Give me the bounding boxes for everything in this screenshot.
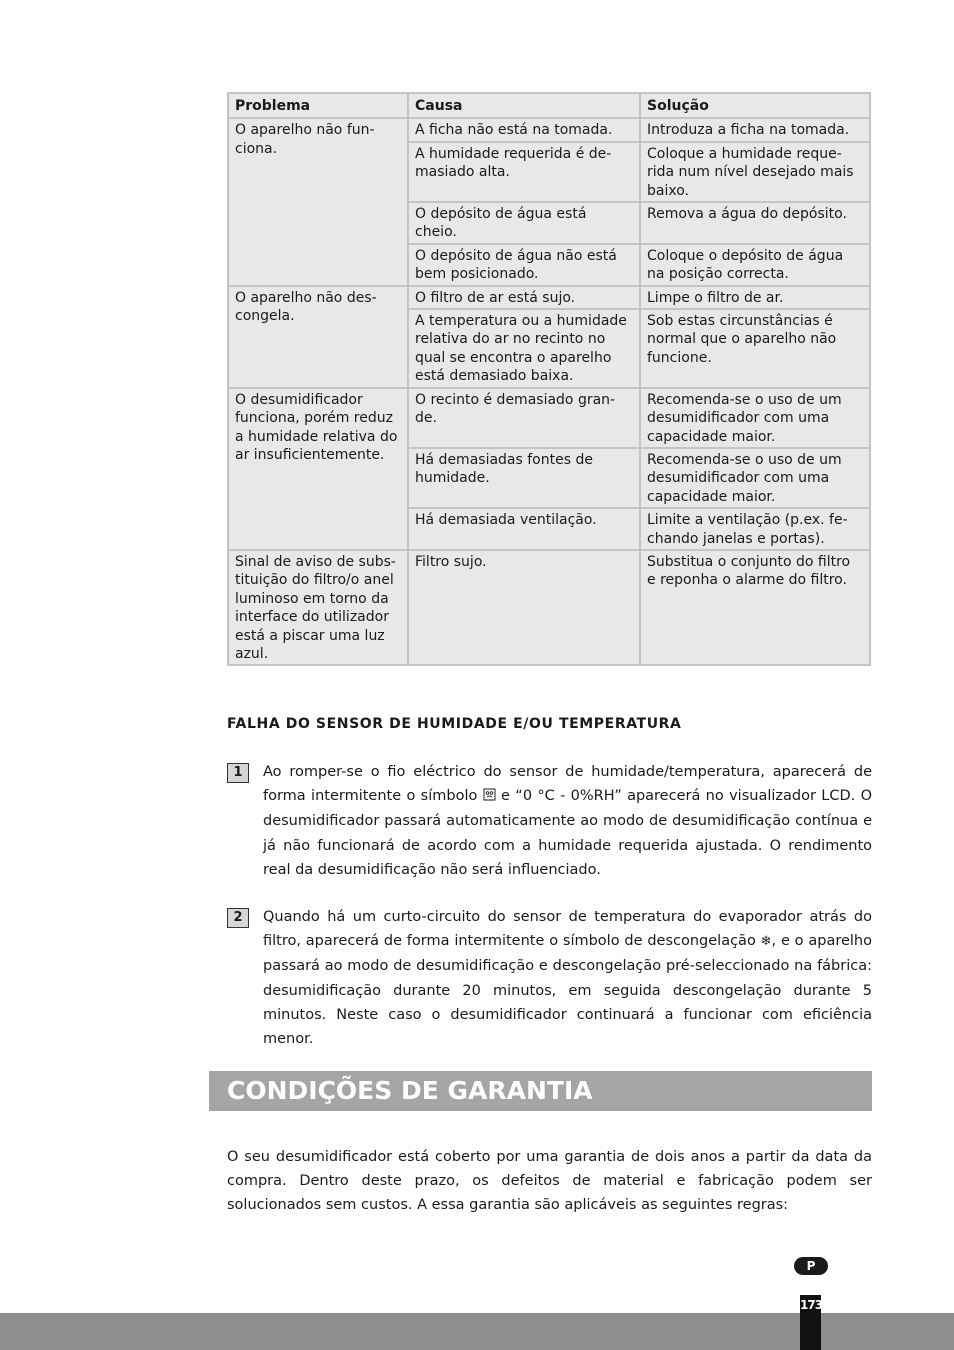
- solution-cell: Introduza a ficha na tomada.: [640, 118, 870, 141]
- solution-cell: Coloque a humidade reque- rida num nível desejado mais baixo.: [640, 142, 870, 202]
- note-1: [227, 760, 872, 882]
- cause-cell: O filtro de ar está sujo.: [408, 286, 640, 309]
- cause-cell: A temperatura ou a humidade relativa do ar no recinto no qual se encontra o aparelho está demasiado baixa.: [408, 309, 640, 388]
- note-text-part: Ao romper-se o fio eléctrico do sensor de humidade/temperatura, aparecerá de forma intermitente o símbolo: [263, 764, 872, 805]
- warranty-title: CONDIÇÕES DE GARANTIA: [227, 1076, 593, 1105]
- note-text: [263, 905, 872, 1051]
- table-row: [228, 550, 870, 665]
- sensor-failure-heading: FALHA DO SENSOR DE HUMIDADE E/OU TEMPERATURA: [227, 716, 682, 732]
- cause-cell: O depósito de água está cheio.: [408, 202, 640, 244]
- solution-cell: Substitua o conjunto do filtro e reponha o alarme do filtro.: [640, 550, 870, 665]
- cause-cell: Há demasiadas fontes de humidade.: [408, 448, 640, 508]
- problem-cell: Sinal de aviso de subs- tituição do filtro/o anel luminoso em torno da interface do utilizador está a piscar uma luz azul.: [228, 550, 408, 665]
- page-number: 173: [800, 1298, 823, 1312]
- note-text-part: Quando há um curto-circuito do sensor de temperatura do evaporador atrás do filtro, aparecerá de forma intermitente o símbolo de descongelação: [263, 909, 872, 950]
- cause-cell: A ficha não está na tomada.: [408, 118, 640, 141]
- problem-cell: O aparelho não des- congela.: [228, 286, 408, 388]
- table-row: [228, 118, 870, 141]
- table-row: [228, 388, 870, 448]
- warranty-heading-bar: [209, 1071, 872, 1111]
- solution-cell: Coloque o depósito de água na posição correcta.: [640, 244, 870, 286]
- note-text: [263, 760, 872, 882]
- cause-cell: A humidade requerida é de- masiado alta.: [408, 142, 640, 202]
- solution-cell: Remova a água do depósito.: [640, 202, 870, 244]
- page-tab: [800, 1295, 821, 1350]
- table-row: [228, 286, 870, 309]
- table-body: [228, 118, 870, 665]
- table-header-row: [228, 93, 870, 118]
- solution-cell: Limite a ventilação (p.ex. fe- chando janelas e portas).: [640, 508, 870, 550]
- solution-cell: Recomenda-se o uso de um desumidificador com uma capacidade maior.: [640, 448, 870, 508]
- cause-cell: O recinto é demasiado gran- de.: [408, 388, 640, 448]
- cause-cell: O depósito de água não está bem posicionado.: [408, 244, 640, 286]
- solution-cell: Recomenda-se o uso de um desumidificador com uma capacidade maior.: [640, 388, 870, 448]
- problem-cell: O desumidificador funciona, porém reduz a humidade relativa do ar insuficientemente.: [228, 388, 408, 550]
- cause-cell: Há demasiada ventilação.: [408, 508, 640, 550]
- note-text-part: , e o aparelho passará ao modo de desumidificação e descongelação pré-seleccionado na fábrica: desumidificação durante 20 minutos, em seguida descongelação durante 5 minutos. Neste caso o desumidificador continuará a funcionar com eficiência menor.: [263, 933, 872, 1048]
- header-problem: Problema: [228, 93, 408, 118]
- note-2: [227, 905, 872, 1051]
- warranty-paragraph: O seu desumidificador está coberto por uma garantia de dois anos a partir da data da compra. Dentro deste prazo, os defeitos de material e fabricação podem ser solucionados sem custos. A essa garantia são aplicáveis as seguintes regras:: [227, 1149, 872, 1214]
- solution-cell: Sob estas circunstâncias é normal que o aparelho não funcione.: [640, 309, 870, 388]
- humidity-sensor-icon: [483, 789, 496, 804]
- problem-cell: O aparelho não fun- ciona.: [228, 118, 408, 285]
- note-text-part: e “0 °C - 0%RH” aparecerá no visualizador LCD. O desumidificador passará automaticamente ao modo de desumidificação contínua e já não funcionará de acordo com a humidade requerida ajustada. O rendimento real da desumidificação não será influenciado.: [263, 788, 872, 878]
- header-cause: Causa: [408, 93, 640, 118]
- troubleshooting-table: [227, 92, 871, 666]
- defrost-icon: ❄: [760, 934, 772, 950]
- language-badge: P: [794, 1257, 828, 1275]
- header-solution: Solução: [640, 93, 870, 118]
- cause-cell: Filtro sujo.: [408, 550, 640, 665]
- note-number-box: 2: [227, 908, 249, 928]
- note-number-box: 1: [227, 763, 249, 783]
- solution-cell: Limpe o filtro de ar.: [640, 286, 870, 309]
